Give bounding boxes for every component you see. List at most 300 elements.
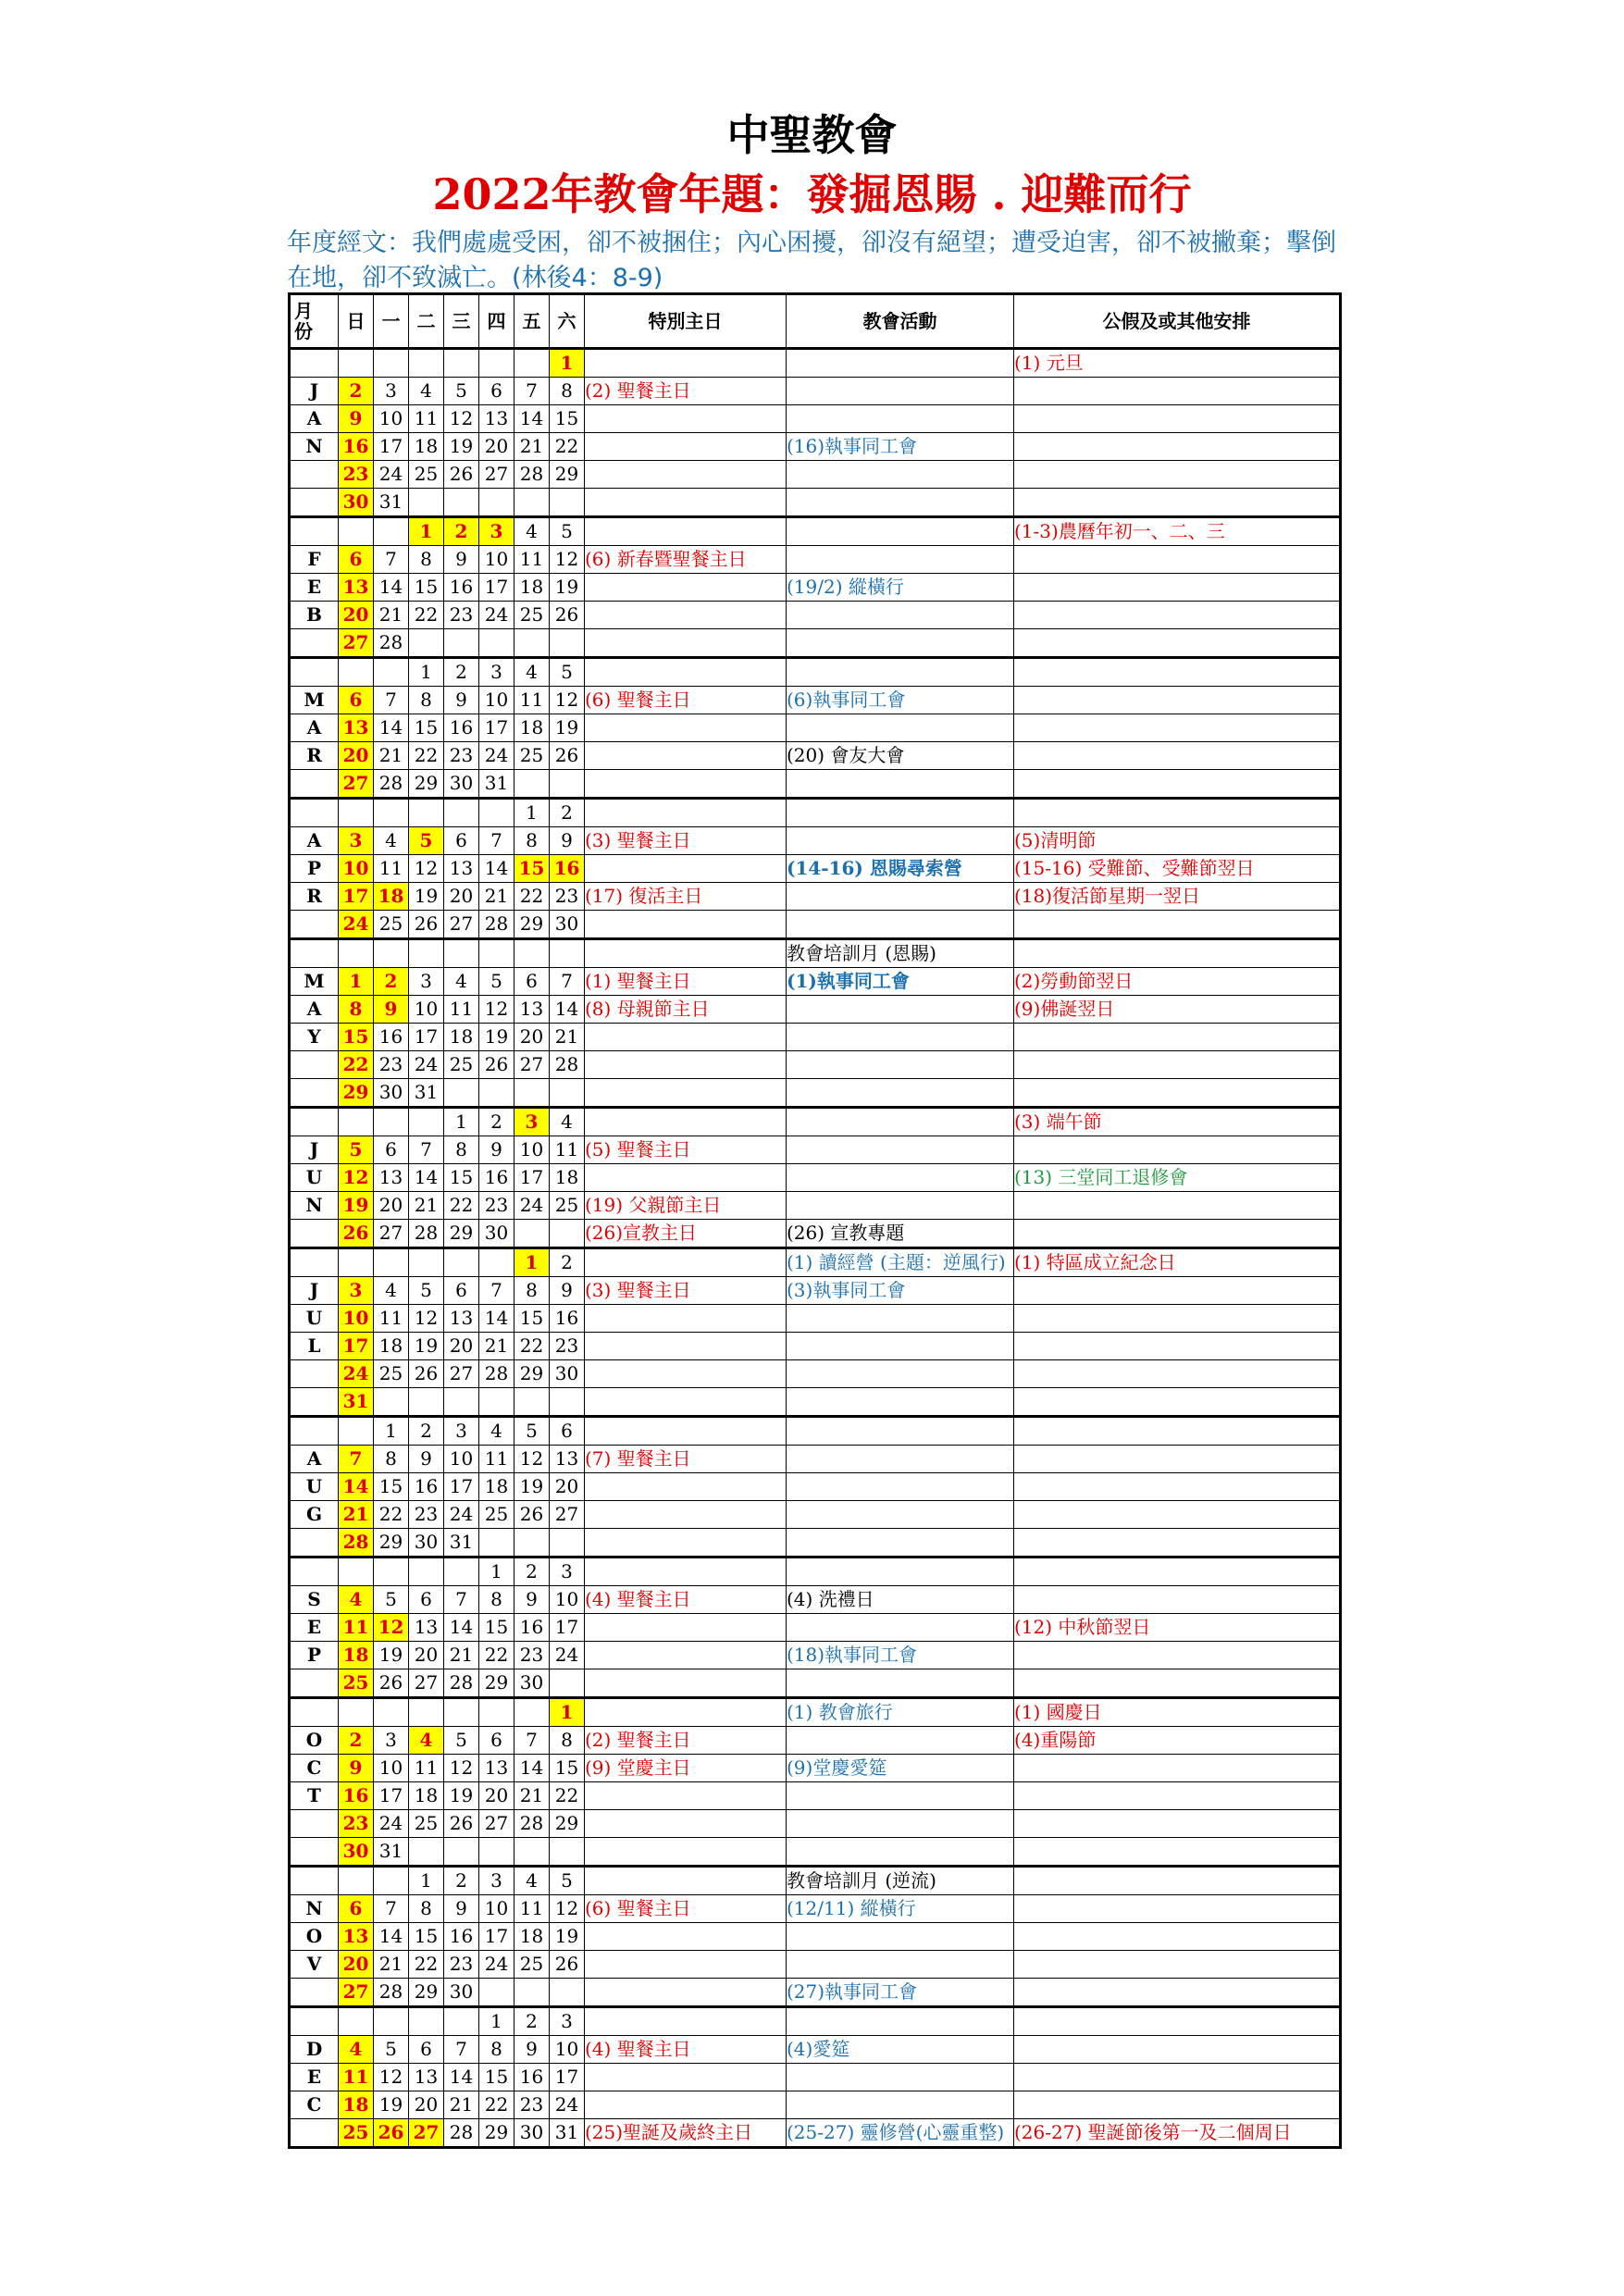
day-cell: 5 [339,1136,374,1164]
month-letter [290,1529,339,1558]
day-cell: 19 [514,1473,550,1501]
week-row [290,1810,1341,1838]
month-letter: A [290,714,339,742]
day-cell: 7 [444,1586,479,1614]
week-row [290,1529,1341,1558]
activity-cell [787,1669,1014,1698]
week-row [290,546,1341,574]
day-cell [479,349,514,378]
header-special-sunday: 特別主日 [585,294,787,349]
special-cell: (2) 聖餐主日 [585,378,787,405]
week-row [290,1473,1341,1501]
week-row [290,855,1341,883]
week-row [290,1782,1341,1810]
special-cell [585,799,787,827]
month-letter: A [290,996,339,1024]
day-cell: 21 [374,1951,409,1979]
day-cell [444,1388,479,1417]
day-cell: 25 [374,1360,409,1388]
day-cell [339,349,374,378]
day-cell: 24 [479,1951,514,1979]
activity-cell: 教會培訓月 (逆流) [787,1867,1014,1895]
day-cell: 28 [550,1051,585,1079]
special-cell [585,1642,787,1669]
day-cell: 9 [444,1895,479,1923]
day-cell: 24 [550,2091,585,2119]
day-cell: 1 [444,1108,479,1136]
month-letter: E [290,2064,339,2091]
month-letter [290,2007,339,2036]
day-cell: 2 [479,1108,514,1136]
holiday-cell [1014,602,1341,629]
day-cell: 27 [374,1220,409,1248]
day-cell: 6 [479,378,514,405]
day-cell: 2 [550,799,585,827]
week-row [290,349,1341,378]
special-cell [585,1529,787,1558]
month-letter [290,517,339,546]
day-cell: 9 [374,996,409,1024]
day-cell [409,1698,444,1727]
month-letter: B [290,602,339,629]
special-cell: (9) 堂慶主日 [585,1755,787,1782]
day-cell: 22 [514,883,550,911]
day-cell: 12 [514,1446,550,1473]
day-cell: 15 [409,714,444,742]
day-cell: 2 [514,2007,550,2036]
day-cell: 9 [339,1755,374,1782]
day-cell: 4 [339,2036,374,2064]
week-row [290,1108,1341,1136]
day-cell: 13 [444,1305,479,1333]
special-cell [585,349,787,378]
week-row [290,1614,1341,1642]
month-block-oct [290,1698,1341,1867]
day-cell [374,517,409,546]
holiday-cell [1014,1923,1341,1951]
special-cell: (25)聖誕及歲終主日 [585,2119,787,2148]
day-cell: 1 [514,799,550,827]
day-cell: 6 [550,1417,585,1446]
special-cell: (3) 聖餐主日 [585,1277,787,1305]
day-cell: 23 [374,1051,409,1079]
special-cell [585,602,787,629]
month-block-apr [290,799,1341,939]
holiday-cell [1014,1220,1341,1248]
holiday-cell: (1-3)農曆年初一、二、三 [1014,517,1341,546]
month-letter: O [290,1727,339,1755]
day-cell: 9 [550,827,585,855]
holiday-cell [1014,1586,1341,1614]
day-cell [339,1867,374,1895]
special-cell [585,1698,787,1727]
month-letter [290,1838,339,1867]
special-cell [585,1360,787,1388]
page-title: 中聖教會 [726,110,898,160]
day-cell: 15 [374,1473,409,1501]
day-cell: 26 [374,1669,409,1698]
special-cell [585,1051,787,1079]
day-cell [479,1529,514,1558]
day-cell: 10 [339,1305,374,1333]
day-cell: 26 [514,1501,550,1529]
day-cell [550,939,585,968]
day-cell [514,349,550,378]
activity-cell [787,1529,1014,1558]
activity-cell: (1) 教會旅行 [787,1698,1014,1727]
holiday-cell: (13) 三堂同工退修會 [1014,1164,1341,1192]
week-row [290,2007,1341,2036]
holiday-cell [1014,2036,1341,2064]
month-letter [290,1388,339,1417]
day-cell: 14 [550,996,585,1024]
day-cell: 5 [550,658,585,687]
day-cell: 29 [444,1220,479,1248]
day-cell: 27 [444,1360,479,1388]
week-row [290,714,1341,742]
week-row [290,1951,1341,1979]
day-cell [339,1558,374,1586]
day-cell: 8 [409,546,444,574]
day-cell: 15 [514,1305,550,1333]
day-cell: 13 [479,405,514,433]
day-cell: 26 [339,1220,374,1248]
day-cell: 12 [339,1164,374,1192]
day-cell [479,1079,514,1108]
day-cell: 3 [374,1727,409,1755]
calendar-table [288,292,1342,2149]
day-cell: 2 [444,658,479,687]
week-row [290,883,1341,911]
day-cell: 12 [550,546,585,574]
day-cell: 29 [339,1079,374,1108]
activity-cell [787,1388,1014,1417]
day-cell: 30 [374,1079,409,1108]
day-cell: 19 [550,574,585,602]
holiday-cell [1014,546,1341,574]
day-cell: 16 [374,1024,409,1051]
holiday-cell [1014,658,1341,687]
week-row [290,602,1341,629]
special-cell [585,517,787,546]
holiday-cell [1014,378,1341,405]
day-cell: 6 [374,1136,409,1164]
day-cell: 22 [409,1951,444,1979]
month-letter: U [290,1164,339,1192]
day-cell: 31 [409,1079,444,1108]
day-cell: 19 [444,433,479,461]
activity-cell [787,1810,1014,1838]
day-cell: 5 [409,1277,444,1305]
day-cell: 28 [409,1220,444,1248]
day-cell: 13 [409,2064,444,2091]
year-theme: 2022年教會年題：發掘恩賜 . 迎難而行 [432,169,1192,219]
day-cell [479,1248,514,1277]
day-cell: 27 [444,911,479,939]
day-cell: 26 [409,911,444,939]
day-cell: 13 [444,855,479,883]
holiday-cell [1014,1136,1341,1164]
day-cell [339,1108,374,1136]
day-cell [514,770,550,799]
activity-cell [787,1446,1014,1473]
day-cell [479,629,514,658]
activity-cell: (6)執事同工會 [787,687,1014,714]
holiday-cell [1014,1051,1341,1079]
month-letter: C [290,2091,339,2119]
holiday-cell [1014,1079,1341,1108]
day-cell: 31 [339,1388,374,1417]
day-cell: 16 [444,574,479,602]
month-letter: N [290,433,339,461]
header-month: 月份 [290,294,339,349]
day-cell: 16 [444,714,479,742]
day-cell [409,2007,444,2036]
day-cell: 7 [444,2036,479,2064]
day-cell [444,799,479,827]
day-cell: 4 [339,1586,374,1614]
day-cell: 8 [479,2036,514,2064]
day-cell [514,939,550,968]
activity-cell [787,461,1014,489]
month-block-sep [290,1558,1341,1698]
day-cell: 24 [514,1192,550,1220]
day-cell: 16 [479,1164,514,1192]
special-cell [585,1867,787,1895]
month-letter: P [290,855,339,883]
activity-cell [787,629,1014,658]
week-row [290,1192,1341,1220]
day-cell: 17 [339,1333,374,1360]
activity-cell [787,1838,1014,1867]
activity-cell: (4) 洗禮日 [787,1586,1014,1614]
day-cell: 27 [339,1979,374,2007]
day-cell: 16 [409,1473,444,1501]
activity-cell [787,996,1014,1024]
special-cell: (6) 聖餐主日 [585,1895,787,1923]
day-cell: 11 [374,1305,409,1333]
day-cell: 12 [409,855,444,883]
activity-cell [787,799,1014,827]
day-cell [339,1248,374,1277]
header-holiday: 公假及或其他安排 [1014,294,1341,349]
day-cell: 18 [339,2091,374,2119]
day-cell: 21 [514,433,550,461]
holiday-cell [1014,433,1341,461]
day-cell: 27 [550,1501,585,1529]
day-cell: 10 [374,405,409,433]
day-cell: 11 [514,1895,550,1923]
day-cell: 13 [409,1614,444,1642]
activity-cell [787,1051,1014,1079]
holiday-cell [1014,1669,1341,1698]
day-cell: 20 [339,602,374,629]
day-cell: 4 [514,1867,550,1895]
day-cell: 5 [479,968,514,996]
month-block-feb [290,517,1341,658]
month-letter [290,349,339,378]
activity-cell: (12/11) 縱橫行 [787,1895,1014,1923]
holiday-cell [1014,489,1341,517]
day-cell: 26 [444,1810,479,1838]
day-cell: 27 [409,2119,444,2148]
holiday-cell: (1) 國慶日 [1014,1698,1341,1727]
special-cell: (5) 聖餐主日 [585,1136,787,1164]
special-cell [585,405,787,433]
activity-cell [787,602,1014,629]
day-cell: 24 [444,1501,479,1529]
day-cell: 25 [409,461,444,489]
day-cell: 20 [374,1192,409,1220]
day-cell: 17 [374,1782,409,1810]
holiday-cell [1014,1782,1341,1810]
day-cell: 25 [514,602,550,629]
day-cell: 22 [550,1782,585,1810]
week-row [290,2036,1341,2064]
day-cell [479,939,514,968]
header-day-tue: 二 [409,294,444,349]
day-cell [444,939,479,968]
day-cell: 9 [339,405,374,433]
day-cell [374,799,409,827]
day-cell: 20 [409,2091,444,2119]
day-cell: 1 [479,2007,514,2036]
week-row [290,489,1341,517]
activity-cell: (3)執事同工會 [787,1277,1014,1305]
day-cell: 16 [550,1305,585,1333]
week-row [290,2064,1341,2091]
week-row [290,433,1341,461]
special-cell [585,1164,787,1192]
day-cell: 19 [374,1642,409,1669]
day-cell: 3 [374,378,409,405]
month-letter [290,1079,339,1108]
day-cell: 24 [409,1051,444,1079]
day-cell: 18 [444,1024,479,1051]
day-cell: 1 [514,1248,550,1277]
day-cell: 1 [409,1867,444,1895]
month-block-jun [290,1108,1341,1248]
holiday-cell: (1) 特區成立紀念日 [1014,1248,1341,1277]
day-cell: 15 [550,405,585,433]
activity-cell [787,883,1014,911]
day-cell: 4 [514,658,550,687]
day-cell: 5 [444,378,479,405]
special-cell [585,489,787,517]
day-cell [550,1388,585,1417]
day-cell [374,2007,409,2036]
day-cell: 13 [339,714,374,742]
day-cell: 25 [514,1951,550,1979]
holiday-cell: (1) 元旦 [1014,349,1341,378]
activity-cell [787,1192,1014,1220]
special-cell [585,433,787,461]
activity-cell: (19/2) 縱橫行 [787,574,1014,602]
month-letter [290,1558,339,1586]
month-letter: M [290,687,339,714]
activity-cell: (26) 宣教專題 [787,1220,1014,1248]
day-cell: 9 [444,546,479,574]
day-cell: 28 [374,770,409,799]
special-cell [585,911,787,939]
day-cell [339,658,374,687]
day-cell: 26 [444,461,479,489]
day-cell [479,799,514,827]
day-cell [409,629,444,658]
special-cell [585,1951,787,1979]
day-cell: 10 [444,1446,479,1473]
special-cell [585,1782,787,1810]
day-cell: 14 [479,1305,514,1333]
header-row [290,294,1341,349]
special-cell [585,1923,787,1951]
day-cell [374,1388,409,1417]
day-cell: 8 [374,1446,409,1473]
month-letter [290,1417,339,1446]
day-cell [550,629,585,658]
activity-cell [787,658,1014,687]
special-cell [585,1501,787,1529]
activity-cell [787,1164,1014,1192]
day-cell: 7 [550,968,585,996]
day-cell [409,799,444,827]
holiday-cell [1014,1529,1341,1558]
day-cell [444,1698,479,1727]
day-cell: 1 [339,968,374,996]
holiday-cell [1014,1558,1341,1586]
day-cell [409,939,444,968]
day-cell: 21 [409,1192,444,1220]
activity-cell: (18)執事同工會 [787,1642,1014,1669]
special-cell [585,1979,787,2007]
day-cell: 29 [550,461,585,489]
day-cell: 16 [444,1923,479,1951]
week-row [290,1586,1341,1614]
day-cell: 29 [409,1979,444,2007]
special-cell: (7) 聖餐主日 [585,1446,787,1473]
month-block-jan [290,349,1341,517]
day-cell: 19 [339,1192,374,1220]
day-cell: 12 [409,1305,444,1333]
day-cell: 3 [479,658,514,687]
holiday-cell [1014,1895,1341,1923]
special-cell [585,1838,787,1867]
month-letter: S [290,1586,339,1614]
day-cell: 3 [550,1558,585,1586]
day-cell: 3 [409,968,444,996]
day-cell: 19 [409,1333,444,1360]
day-cell: 3 [514,1108,550,1136]
month-letter: A [290,1446,339,1473]
week-row [290,1305,1341,1333]
header-day-thu: 四 [479,294,514,349]
day-cell: 10 [479,1895,514,1923]
month-block-mar [290,658,1341,799]
day-cell: 23 [339,461,374,489]
activity-cell [787,1558,1014,1586]
month-letter: P [290,1642,339,1669]
holiday-cell [1014,1192,1341,1220]
activity-cell [787,1727,1014,1755]
day-cell: 7 [514,378,550,405]
holiday-cell [1014,770,1341,799]
month-letter [290,1669,339,1698]
week-row [290,996,1341,1024]
month-letter [290,1108,339,1136]
day-cell: 6 [339,687,374,714]
day-cell: 15 [479,1614,514,1642]
day-cell [374,349,409,378]
